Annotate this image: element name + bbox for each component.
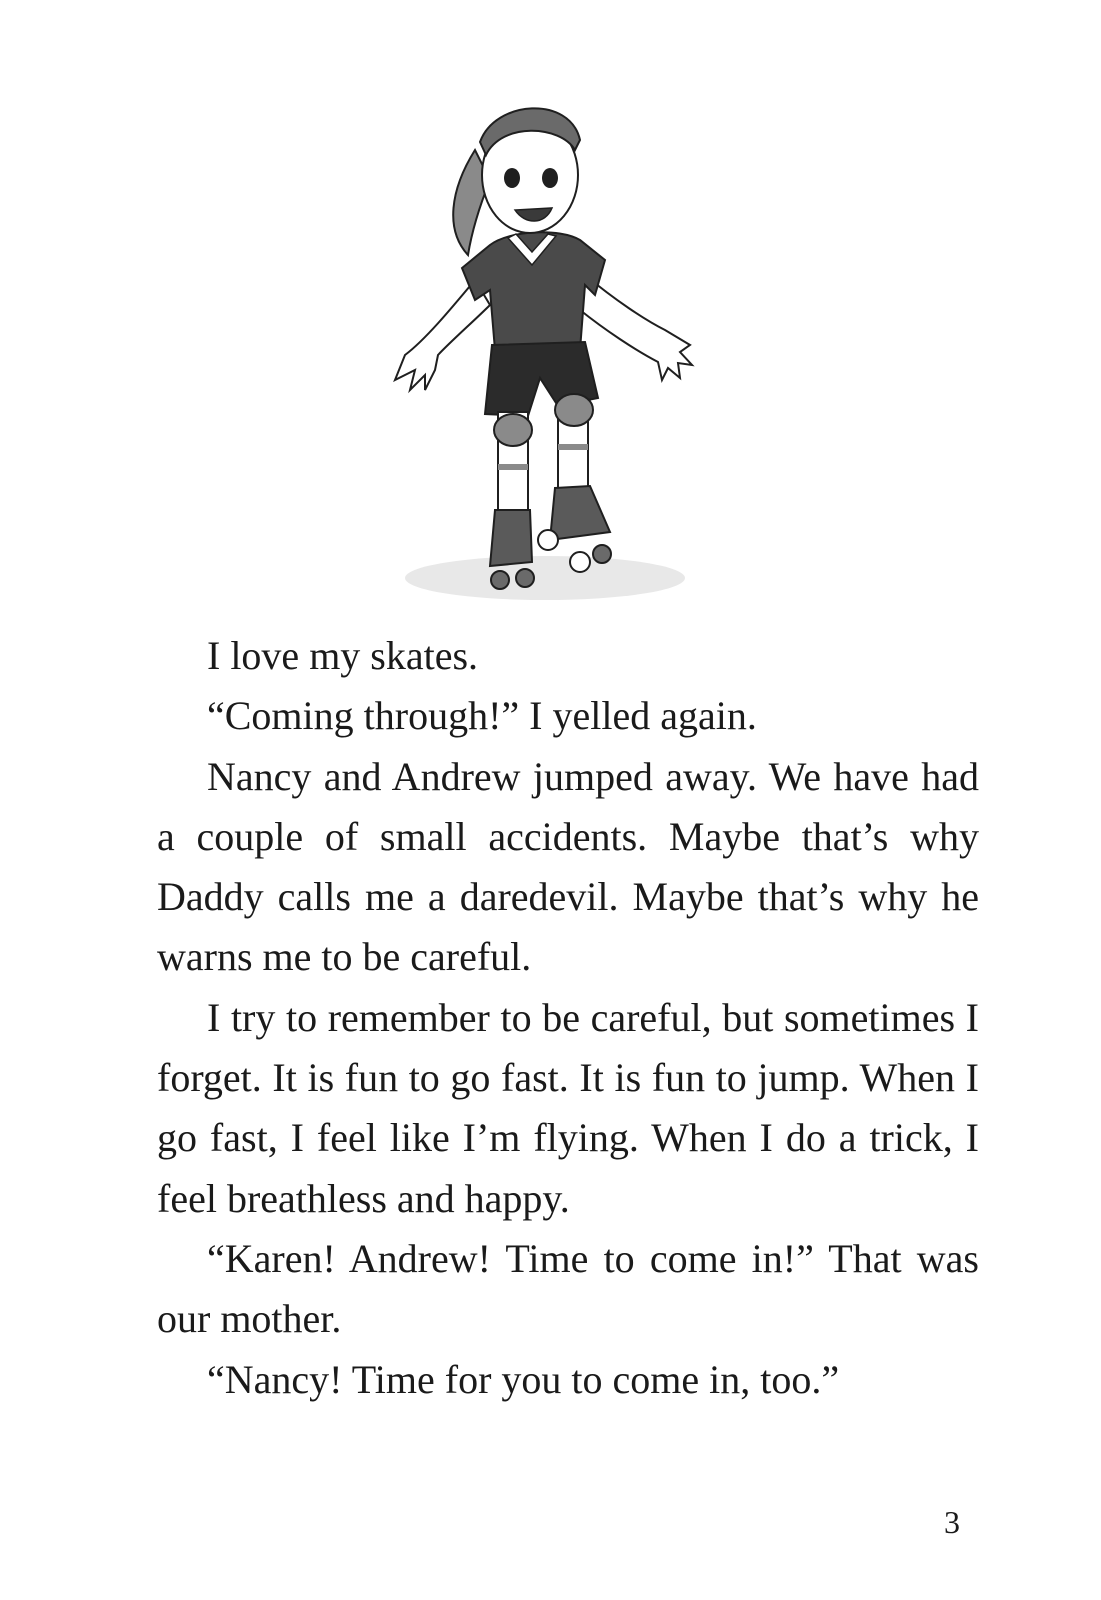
right-knee-pad [555, 394, 593, 426]
right-sock-stripe [558, 444, 588, 450]
right-skate [550, 486, 610, 540]
right-eye [542, 168, 558, 188]
skate-wheel [516, 569, 534, 587]
paragraph: Nancy and Andrew jumped away. We have had a couple of small accidents. Maybe that’s why Daddy calls me a daredevil. Maybe that’s why he warns me to be careful. [157, 753, 979, 980]
paragraph: I try to remember to be careful, but sometimes I forget. It is fun to go fast. It is fun to jump. When I go fast, I feel like I’m flying. When I do a trick, I feel breathless and happy. [157, 994, 979, 1221]
left-skate [490, 510, 532, 566]
paragraph: “Coming through!” I yelled again. [207, 693, 757, 739]
skate-wheel [593, 545, 611, 563]
skate-wheel [570, 552, 590, 572]
story-text [157, 626, 979, 1410]
paragraph: “Nancy! Time for you to come in, too.” [207, 1356, 840, 1402]
page-number: 3 [944, 1504, 960, 1540]
left-knee-pad [494, 414, 532, 446]
skate-wheel [491, 571, 509, 589]
skate-wheel [538, 530, 558, 550]
left-eye [504, 168, 520, 188]
paragraph: “Karen! Andrew! Time to come in!” That was our mother. [157, 1235, 979, 1342]
paragraph: I love my skates. [207, 633, 479, 678]
ground-shadow [405, 556, 685, 600]
left-sock-stripe [498, 464, 528, 470]
girl-on-roller-skates-illustration [380, 80, 720, 620]
